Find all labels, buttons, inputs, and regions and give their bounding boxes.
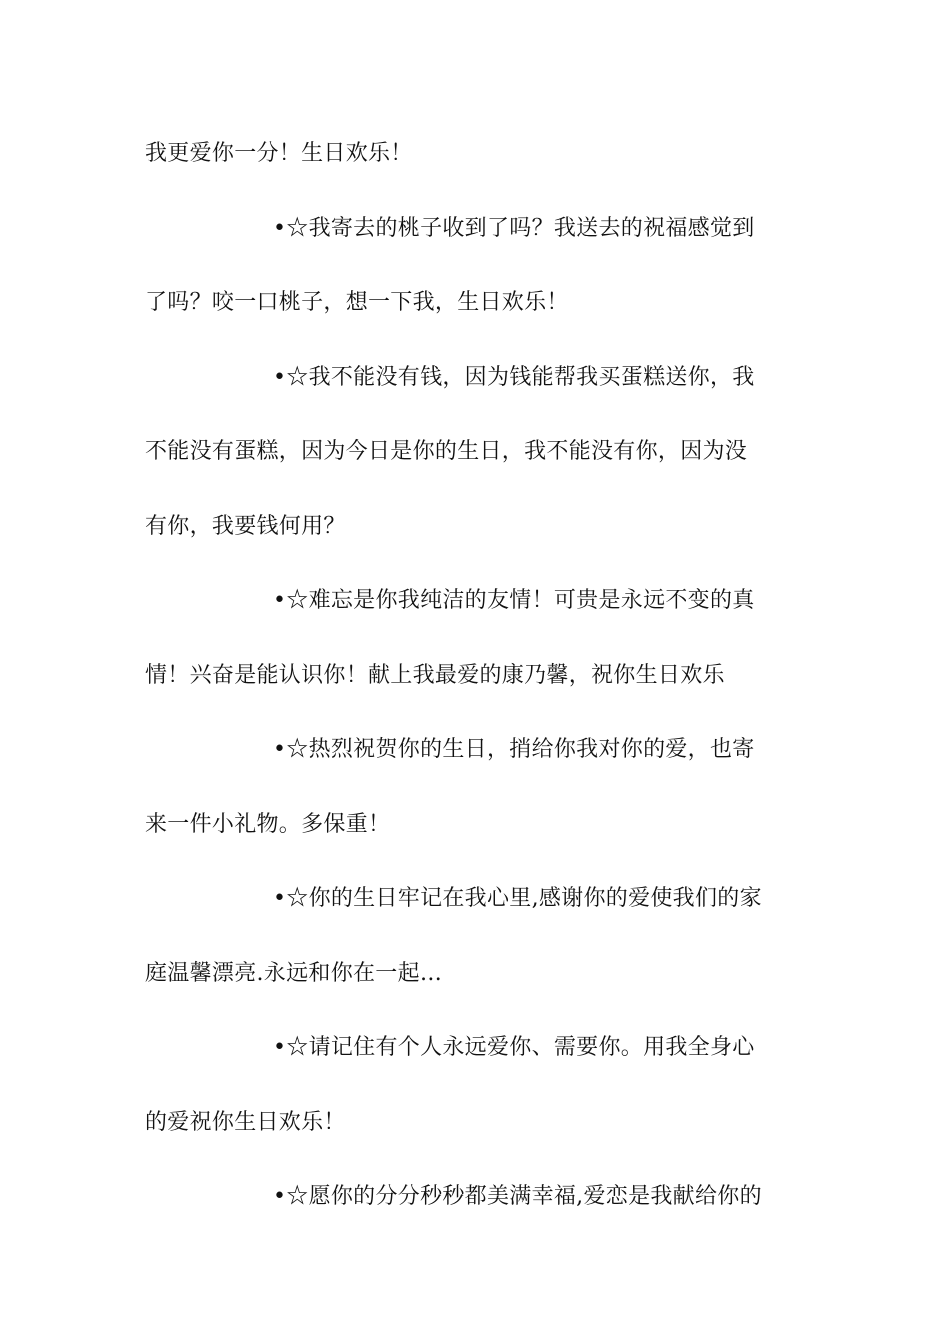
- text-line: 我更爱你一分！生日欢乐！: [145, 141, 413, 166]
- text-line: 有你，我要钱何用？: [145, 513, 346, 539]
- text-line: 了吗？咬一口桃子，想一下我，生日欢乐！: [145, 290, 569, 315]
- text-line: 情！兴奋是能认识你！献上我最爱的康乃馨，祝你生日欢乐: [145, 662, 725, 688]
- text-line: •☆热烈祝贺你的生日，捎给你我对你的爱，也寄: [273, 737, 755, 762]
- text-line: •☆请记住有个人永远爱你、需要你。用我全身心: [273, 1035, 755, 1060]
- text-line: •☆你的生日牢记在我心里,感谢你的爱使我们的家: [273, 886, 762, 911]
- text-line: •☆难忘是你我纯洁的友情！可贵是永远不变的真: [273, 588, 755, 613]
- text-line: 不能没有蛋糕，因为今日是你的生日，我不能没有你，因为没: [145, 439, 748, 464]
- text-line: 的爱祝你生日欢乐！: [145, 1109, 346, 1135]
- text-line: 来一件小礼物。多保重！: [145, 811, 391, 837]
- text-line: •☆我寄去的桃子收到了吗？我送去的祝福感觉到: [273, 215, 755, 241]
- text-line: •☆愿你的分分秒秒都美满幸福,爱恋是我献给你的: [273, 1184, 762, 1209]
- text-line: •☆我不能没有钱，因为钱能帮我买蛋糕送你，我: [273, 364, 755, 390]
- document-body: [145, 128, 809, 1246]
- text-line: 庭温馨漂亮.永远和你在一起…: [145, 960, 443, 986]
